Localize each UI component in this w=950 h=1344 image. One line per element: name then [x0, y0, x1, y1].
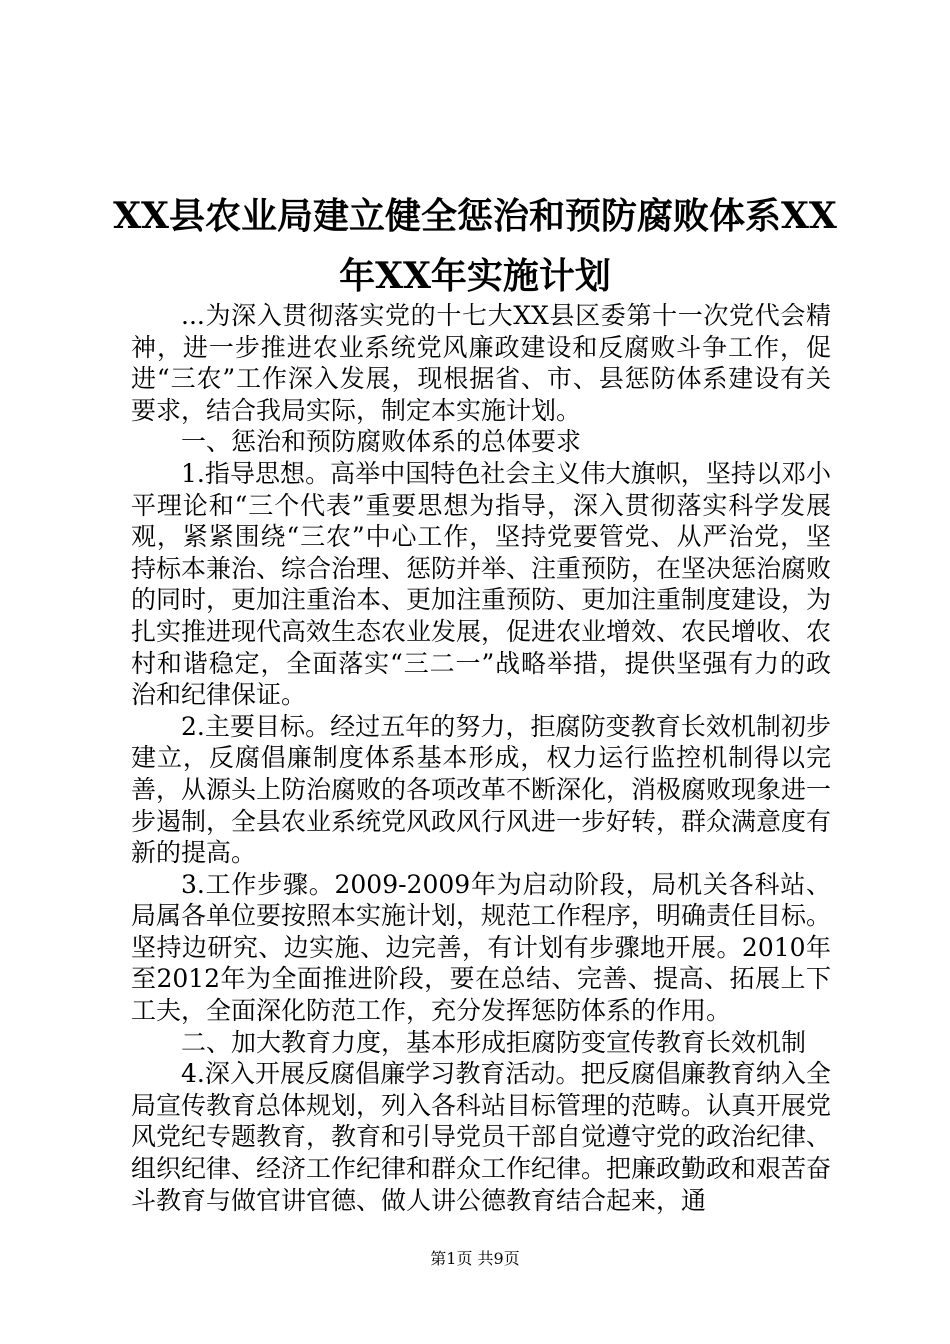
paragraph-work-steps: 3.工作步骤。2009-2009年为启动阶段，局机关各科站、局属各单位要按照本实施计划，规范工作程序，明确责任目标。坚持边研究、边实施、边完善，有计划有步骤地开展。2010年至2012年为全面推进阶段，要在总结、完善、提高、拓展上下工夫，全面深化防范工作，充分发挥惩防体系的作用。: [131, 869, 832, 1026]
page-footer: 第1页 共9页: [430, 1249, 520, 1268]
document-body: [131, 300, 831, 1216]
section-heading-2: 二、加大教育力度，基本形成拒腐防变宣传教育长效机制: [181, 1027, 807, 1057]
title-line-1: XX县农业局建立健全惩治和预防腐败体系XX: [113, 195, 837, 237]
paragraph-education: 4.深入开展反腐倡廉学习教育活动。把反腐倡廉教育纳入全局宣传教育总体规划，列入各科站目标管理的范畴。认真开展党风党纪专题教育，教育和引导党员干部自觉遵守党的政治纪律、组织纪律、经济工作纪律和群众工作纪律。把廉政勤政和艰苦奋斗教育与做官讲官德、做人讲公德教育结合起来，通: [131, 1059, 832, 1215]
paragraph-main-goals: 2.主要目标。经过五年的努力，拒腐防变教育长效机制初步建立，反腐倡廉制度体系基本形成，权力运行监控机制得以完善，从源头上防治腐败的各项改革不断深化，消极腐败现象进一步遏制，全县农业系统党风政风行风进一步好转，群众满意度有新的提高。: [131, 711, 832, 868]
section-heading-1: 一、惩治和预防腐败体系的总体要求: [181, 427, 582, 457]
document-title: [100, 186, 850, 306]
title-line-2: 年XX年实施计划: [339, 255, 611, 297]
paragraph-intro: ...为深入贯彻落实党的十七大XX县区委第十一次党代会精神，进一步推进农业系统党风廉政建设和反腐败斗争工作，促进“三农”工作深入发展，现根据省、市、县惩防体系建设有关要求，结合我局实际，制定本实施计划。: [131, 301, 831, 425]
paragraph-guiding-ideology: 1.指导思想。高举中国特色社会主义伟大旗帜，坚持以邓小平理论和“三个代表”重要思想为指导，深入贯彻落实科学发展观，紧紧围绕“三农”中心工作，坚持党要管党、从严治党，坚持标本兼治、综合治理、惩防并举、注重预防，在坚决惩治腐败的同时，更加注重治本、更加注重预防、更加注重制度建设，为扎实推进现代高效生态农业发展，促进农业增效、农民增收、农村和谐稳定，全面落实“三二一”战略举措，提供坚强有力的政治和纪律保证。: [131, 458, 832, 710]
